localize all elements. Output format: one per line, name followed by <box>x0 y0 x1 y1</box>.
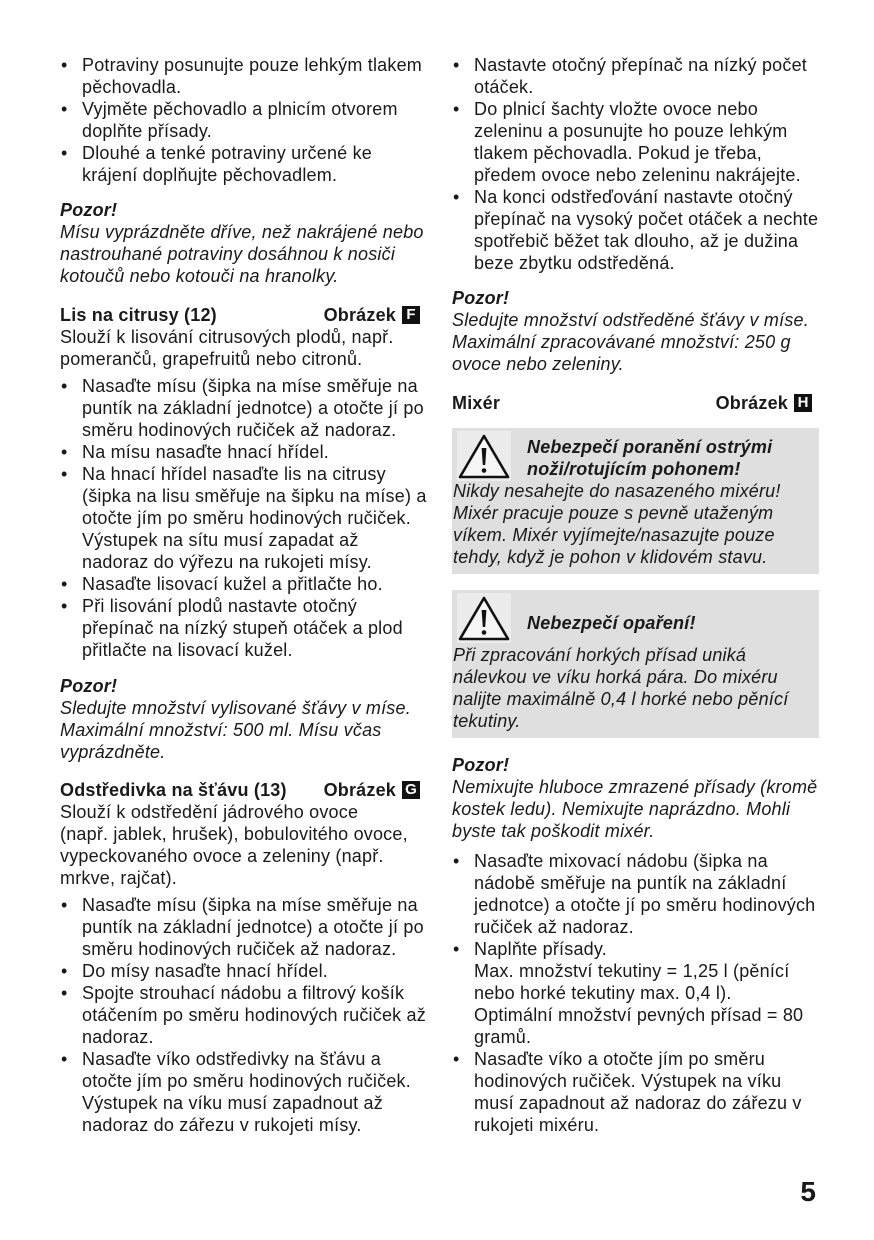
warning-triangle-icon <box>457 593 511 643</box>
list-item: • Nasaďte víko a otočte jím po směru hodinových ručiček. Výstupek na víku musí zapadnout až nadoraz do zářezu v rukojeti mixéru. <box>452 1048 832 1136</box>
list-item: • Nasaďte mísu (šipka na míse směřuje na puntík na základní jednotce) a otočte jí po směru hodinových ručiček až nadoraz. <box>60 375 440 441</box>
list-item: • Při lisování plodů nastavte otočný přepínač na nízký stupeň otáček a plod přitlačte na lisovací kužel. <box>60 595 440 661</box>
warning-text: Nikdy nesahejte do nasazeného mixéru! Mixér pracuje pouze s pevně utaženým víkem. Mixér vyjímejte/nasazujte pouze tehdy, když je pohon v klidovém stavu. <box>453 481 781 567</box>
section-heading <box>452 392 812 414</box>
list-item: • Na konci odstřeďování nastavte otočný přepínač na vysoký počet otáček a nechte spotřebič běžet tak dlouho, až je dužina beze zbytku odstředěná. <box>452 186 832 274</box>
juicer-assembly-steps <box>60 894 440 1136</box>
list-item: • Potraviny posunujte pouze lehkým tlakem pěchovadla. <box>60 54 440 98</box>
list-item: • Na mísu nasaďte hnací hřídel. <box>60 441 440 463</box>
list-item: • Nasaďte lisovací kužel a přitlačte ho. <box>60 573 440 595</box>
citrus-press-steps <box>60 375 440 661</box>
list-item: • Vyjměte pěchovadlo a plnicím otvorem doplňte přísady. <box>60 98 440 142</box>
list-item: • Na hnací hřídel nasaďte lis na citrusy (šipka na lisu směřuje na šipku na míse) a otočte jím po směru hodinových ručiček. Výstupek na sítu musí zapadat až nadoraz do výřezu na rukojeti mísy. <box>60 463 440 573</box>
citrus-press-section <box>60 304 440 370</box>
list-item: • Spojte strouhací nádobu a filtrový košík otáčením po směru hodinových ručiček až nadoraz. <box>60 982 440 1048</box>
caution-text: Nemixujte hluboce zmrazené přísady (kromě kostek ledu). Nemixujte naprázdno. Mohli byste tak poškodit mixér. <box>452 777 818 841</box>
figure-label: Obrázek <box>323 780 396 800</box>
list-item: • Dlouhé a tenké potraviny určené ke krájení doplňujte pěchovadlem. <box>60 142 440 186</box>
list-item: • Do mísy nasaďte hnací hřídel. <box>60 960 440 982</box>
caution-label: Pozor! <box>452 755 510 775</box>
juicer-section <box>60 779 440 889</box>
caution-label: Pozor! <box>60 676 118 696</box>
caution-text: Sledujte množství vylisované šťávy v míse. Maximální množství: 500 ml. Mísu včas vyprázdněte. <box>60 698 411 762</box>
list-item: • Naplňte přísady. Max. množství tekutiny = 1,25 l (pěnící nebo horké tekutiny max. 0,4 l). Optimální množství pevných přísad = 80 gramů. <box>452 938 832 1048</box>
list-item: • Nastavte otočný přepínač na nízký počet otáček. <box>452 54 832 98</box>
mixer-section <box>452 392 832 414</box>
warning-triangle-icon <box>457 431 511 481</box>
juicer-operation-steps <box>452 54 832 274</box>
section-title: Lis na citrusy (12) <box>60 305 217 325</box>
figure-reference <box>716 392 812 414</box>
warning-title: Nebezpečí opaření! <box>527 613 696 633</box>
section-heading <box>60 779 420 801</box>
caution-label: Pozor! <box>60 200 118 220</box>
feeding-tips-list <box>60 54 440 186</box>
caution-note-mixer <box>452 754 832 842</box>
figure-reference <box>324 304 420 326</box>
caution-note-citrus <box>60 675 440 763</box>
figure-letter-badge: F <box>402 306 420 324</box>
figure-letter-badge: H <box>794 394 812 412</box>
list-item: • Nasaďte víko odstředivky na šťávu a otočte jím po směru hodinových ručiček. Výstupek na víku musí zapadnout až nadoraz do zářezu v rukojeti mísy. <box>60 1048 440 1136</box>
caution-text: Mísu vyprázdněte dříve, než nakrájené nebo nastrouhané potraviny dosáhnou k nosiči kotoučů nebo kotouči na hranolky. <box>60 222 424 286</box>
warning-box-scalding <box>452 590 819 738</box>
warning-box-injury <box>452 428 819 574</box>
caution-label: Pozor! <box>452 288 510 308</box>
list-item: • Do plnicí šachty vložte ovoce nebo zeleninu a posunujte ho pouze lehkým tlakem pěchovadla. Pokud je třeba, předem ovoce nebo zeleninu nakrájejte. <box>452 98 832 186</box>
list-item: • Nasaďte mísu (šipka na míse směřuje na puntík na základní jednotce) a otočte jí po směru hodinových ručiček až nadoraz. <box>60 894 440 960</box>
page-number: 5 <box>800 1176 816 1207</box>
caution-note-juicer <box>452 287 832 375</box>
caution-text: Sledujte množství odstředěné šťávy v míse. Maximální zpracovávané množství: 250 g ovoce nebo zeleniny. <box>452 310 809 374</box>
section-heading <box>60 304 420 326</box>
mixer-steps <box>452 850 832 1136</box>
caution-note-slicing <box>60 199 440 287</box>
list-item: • Nasaďte mixovací nádobu (šipka na nádobě směřuje na puntík na základní jednotce) a otočte jí po směru hodinových ručiček až nadoraz. <box>452 850 832 938</box>
figure-label: Obrázek <box>323 305 396 325</box>
figure-letter-badge: G <box>402 781 420 799</box>
section-title: Mixér <box>452 393 501 413</box>
figure-label: Obrázek <box>715 393 788 413</box>
section-intro: Slouží k lisování citrusových plodů, např. pomerančů, grapefruitů nebo citronů. <box>60 327 394 369</box>
warning-title: Nebezpečí poranění ostrými noži/rotujícím pohonem! <box>527 437 773 479</box>
section-intro: Slouží k odstředění jádrového ovoce (např. jablek, hrušek), bobulovitého ovoce, vypeckovaného ovoce a zeleniny (např. mrkve, rajčat). <box>60 802 408 888</box>
warning-text: Při zpracování horkých přísad uniká nálevkou ve víku horká pára. Do mixéru nalijte maximálně 0,4 l horké nebo pěnící tekutiny. <box>453 645 789 731</box>
section-title: Odstředivka na šťávu (13) <box>60 780 287 800</box>
figure-reference <box>324 779 420 801</box>
